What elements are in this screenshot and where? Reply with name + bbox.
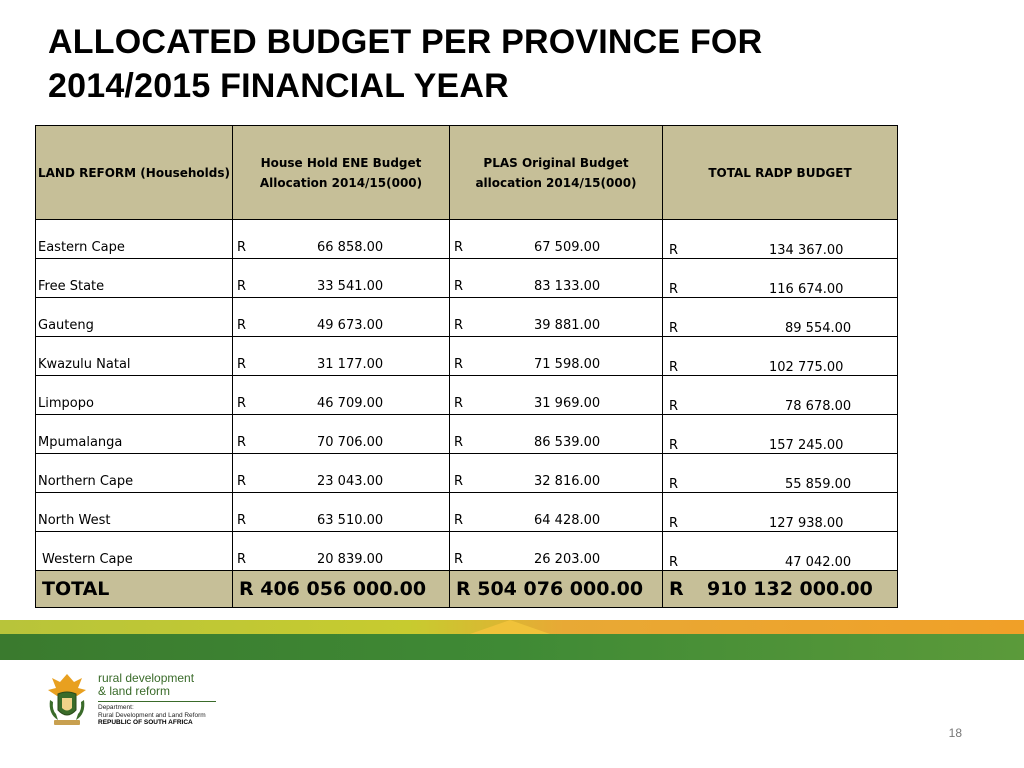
total-plas-value: R 504 076 000.00 — [456, 578, 644, 600]
currency-label: R — [669, 360, 679, 375]
household-cell — [233, 376, 450, 415]
currency-label: R — [237, 396, 247, 411]
province-name: Western Cape — [36, 532, 233, 571]
table-row — [36, 415, 898, 454]
title-line-2: 2014/2015 FINANCIAL YEAR — [48, 67, 509, 105]
plas-cell — [450, 376, 663, 415]
table-row — [36, 376, 898, 415]
total-cell — [663, 454, 898, 493]
header-total-radp: TOTAL RADP BUDGET — [663, 126, 898, 220]
currency-label: R — [454, 474, 464, 489]
plas-value: 26 203.00 — [534, 552, 601, 567]
total-value: 127 938.00 — [769, 516, 844, 531]
currency-label: R — [237, 279, 247, 294]
total-label-cell — [36, 571, 233, 608]
currency-label: R — [237, 357, 247, 372]
currency-label: R — [669, 321, 679, 336]
total-cell — [663, 493, 898, 532]
province-name: Mpumalanga — [36, 415, 233, 454]
total-value: 134 367.00 — [769, 243, 844, 258]
currency-label: R — [237, 513, 247, 528]
household-value: 49 673.00 — [317, 318, 384, 333]
province-name: Free State — [36, 259, 233, 298]
household-value: 66 858.00 — [317, 240, 384, 255]
province-name: Northern Cape — [36, 454, 233, 493]
header-plas-budget: PLAS Original Budget allocation 2014/15(000) — [450, 126, 663, 220]
plas-value: 67 509.00 — [534, 240, 601, 255]
header-land-reform: LAND REFORM (Households) — [36, 126, 233, 220]
plas-value: 64 428.00 — [534, 513, 601, 528]
household-value: 31 177.00 — [317, 357, 384, 372]
currency-label: R — [237, 240, 247, 255]
household-cell — [233, 220, 450, 259]
footer-stripe-notch — [470, 620, 550, 634]
logo-text — [98, 672, 216, 727]
currency-label: R — [237, 552, 247, 567]
footer-stripe-bottom — [0, 634, 1024, 660]
plas-cell — [450, 493, 663, 532]
table-row — [36, 532, 898, 571]
plas-cell — [450, 415, 663, 454]
page-title — [48, 20, 948, 108]
plas-cell — [450, 298, 663, 337]
currency-label: R — [454, 318, 464, 333]
logo-divider — [98, 701, 216, 702]
currency-label: R — [669, 477, 679, 492]
currency-label: R — [669, 516, 679, 531]
department-label: Department: — [98, 704, 134, 711]
country-name: REPUBLIC OF SOUTH AFRICA — [98, 719, 193, 726]
plas-cell — [450, 337, 663, 376]
plas-value: 32 816.00 — [534, 474, 601, 489]
currency-label: R — [454, 435, 464, 450]
household-value: 63 510.00 — [317, 513, 384, 528]
household-value: 70 706.00 — [317, 435, 384, 450]
logo-line-1: rural development — [98, 671, 195, 685]
currency-label: R — [237, 318, 247, 333]
household-value: 46 709.00 — [317, 396, 384, 411]
household-cell — [233, 259, 450, 298]
plas-cell — [450, 532, 663, 571]
currency-label: R — [669, 578, 684, 600]
table-row — [36, 454, 898, 493]
currency-label: R — [669, 555, 679, 570]
total-household-cell — [233, 571, 450, 608]
plas-cell — [450, 259, 663, 298]
household-cell — [233, 415, 450, 454]
household-value: 20 839.00 — [317, 552, 384, 567]
department-name: Rural Development and Land Reform — [98, 711, 206, 719]
currency-label: R — [454, 396, 464, 411]
grand-total-cell — [663, 571, 898, 608]
total-value: 55 859.00 — [785, 477, 852, 492]
plas-value: 71 598.00 — [534, 357, 601, 372]
plas-value: 83 133.00 — [534, 279, 601, 294]
household-cell — [233, 493, 450, 532]
title-line-1: ALLOCATED BUDGET PER PROVINCE FOR — [48, 23, 763, 61]
total-value: 116 674.00 — [769, 282, 844, 297]
table-row — [36, 298, 898, 337]
household-cell — [233, 454, 450, 493]
household-cell — [233, 298, 450, 337]
plas-value: 86 539.00 — [534, 435, 601, 450]
header-household-budget: House Hold ENE Budget Allocation 2014/15(000) — [233, 126, 450, 220]
currency-label: R — [669, 438, 679, 453]
coat-of-arms-icon — [44, 670, 90, 728]
total-value: 47 042.00 — [785, 555, 852, 570]
grand-total-value: 910 132 000.00 — [707, 578, 873, 600]
currency-label: R — [237, 435, 247, 450]
total-cell — [663, 376, 898, 415]
currency-label: R — [454, 513, 464, 528]
plas-cell — [450, 454, 663, 493]
household-value: 23 043.00 — [317, 474, 384, 489]
page-number: 18 — [948, 726, 962, 740]
table-row — [36, 337, 898, 376]
total-cell — [663, 337, 898, 376]
budget-table — [35, 125, 898, 608]
plas-value: 39 881.00 — [534, 318, 601, 333]
currency-label: R — [669, 399, 679, 414]
plas-cell — [450, 220, 663, 259]
currency-label: R — [237, 474, 247, 489]
total-cell — [663, 259, 898, 298]
total-row — [36, 571, 898, 608]
total-cell — [663, 532, 898, 571]
currency-label: R — [669, 243, 679, 258]
currency-label: R — [669, 282, 679, 297]
household-cell — [233, 337, 450, 376]
total-cell — [663, 298, 898, 337]
table-header-row — [36, 126, 898, 220]
total-value: 102 775.00 — [769, 360, 844, 375]
total-household-value: R 406 056 000.00 — [239, 578, 427, 600]
total-plas-cell — [450, 571, 663, 608]
province-name: Limpopo — [36, 376, 233, 415]
total-value: 157 245.00 — [769, 438, 844, 453]
total-label: TOTAL — [42, 578, 110, 600]
province-name: North West — [36, 493, 233, 532]
currency-label: R — [454, 279, 464, 294]
plas-value: 31 969.00 — [534, 396, 601, 411]
household-cell — [233, 532, 450, 571]
total-value: 89 554.00 — [785, 321, 852, 336]
total-cell — [663, 220, 898, 259]
household-value: 33 541.00 — [317, 279, 384, 294]
province-name: Gauteng — [36, 298, 233, 337]
total-cell — [663, 415, 898, 454]
table-row — [36, 259, 898, 298]
province-name: Eastern Cape — [36, 220, 233, 259]
table-row — [36, 493, 898, 532]
department-logo — [44, 670, 224, 730]
currency-label: R — [454, 240, 464, 255]
province-name: Kwazulu Natal — [36, 337, 233, 376]
currency-label: R — [454, 357, 464, 372]
table-row — [36, 220, 898, 259]
currency-label: R — [454, 552, 464, 567]
logo-line-2: & land reform — [98, 684, 171, 698]
total-value: 78 678.00 — [785, 399, 852, 414]
